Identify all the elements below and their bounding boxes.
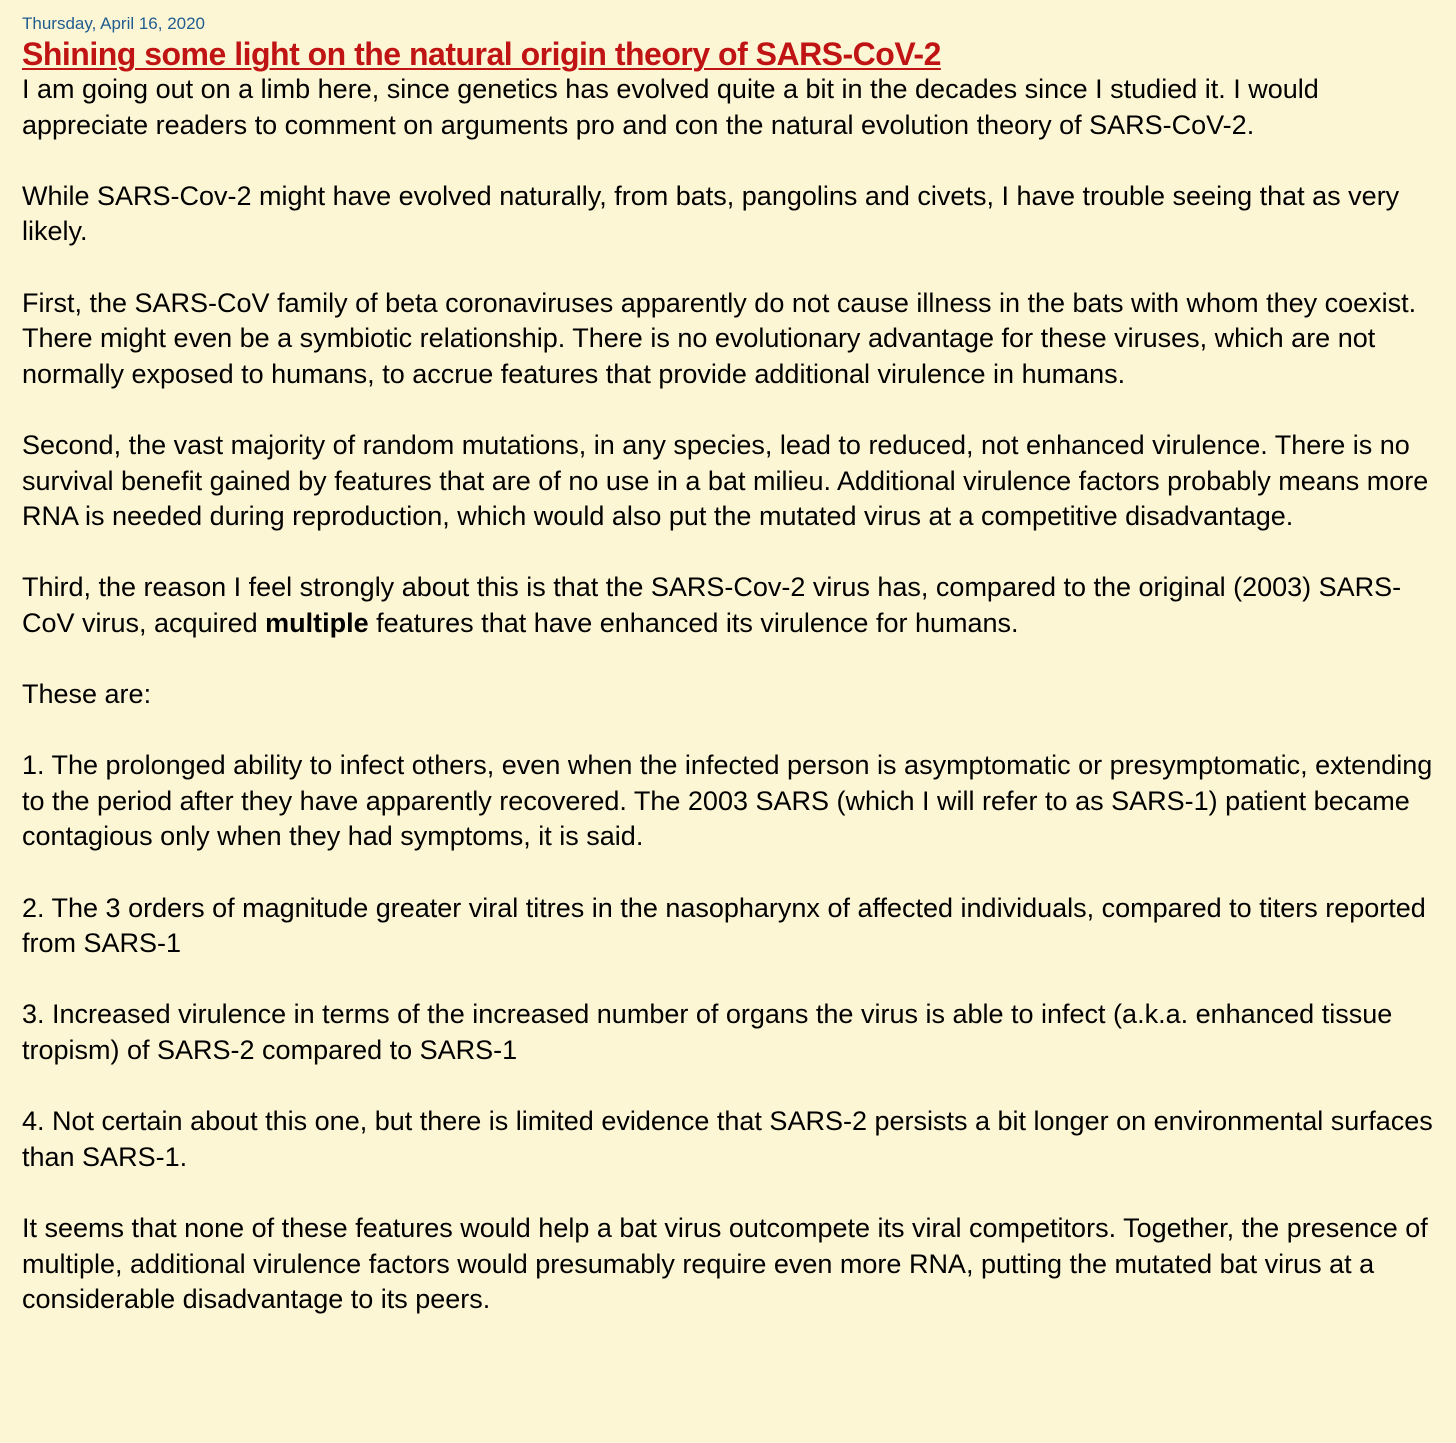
third-argument-text-end: features that have enhanced its virulence for humans.	[368, 607, 1019, 638]
post-title-link[interactable]: Shining some light on the natural origin theory of SARS-CoV-2	[22, 36, 941, 72]
paragraph-second-argument: Second, the vast majority of random mutations, in any species, lead to reduced, not enhanced virulence. There is no survival benefit gained by features that are of no use in a bat milieu. Additional virulence factors probably means more RNA is needed during reproduction, which would also put the mutated virus at a competitive disadvantage.	[22, 429, 1429, 532]
post-body	[22, 72, 1442, 1318]
paragraph-third-argument	[22, 570, 1442, 641]
list-item-4: 4. Not certain about this one, but there is limited evidence that SARS-2 persists a bit longer on environmental surfaces than SARS-1.	[22, 1106, 1433, 1172]
paragraph-conclusion: It seems that none of these features would help a bat virus outcompete its viral competitors. Together, the presence of multiple, additional virulence factors would presumably require even more RNA, putting the mutated bat virus at a considerable disadvantage to its peers.	[22, 1213, 1428, 1315]
paragraph-first-argument: First, the SARS-CoV family of beta coronaviruses apparently do not cause illness in the bats with whom they coexist. There might even be a symbiotic relationship. There is no evolutionary advantage for these viruses, which are not normally exposed to humans, to accrue features that provide additional virulence in humans.	[22, 287, 1417, 389]
emphasis-multiple: multiple	[265, 607, 369, 638]
paragraph-thesis: While SARS-Cov-2 might have evolved naturally, from bats, pangolins and civets, I have trouble seeing that as very likely.	[22, 180, 1400, 247]
post-date: Thursday, April 16, 2020	[22, 14, 206, 33]
paragraph-list-intro: These are:	[22, 679, 152, 710]
list-item-3: 3. Increased virulence in terms of the increased number of organs the virus is able to infect (a.k.a. enhanced tissue tropism) of SARS-2 compared to SARS-1	[22, 999, 1393, 1066]
post-title	[22, 36, 1442, 72]
third-argument-text-start: Third, the reason I feel strongly about this is that the SARS-Cov-2 virus has, compared to the original (2003) SARS-CoV virus, acquired	[22, 572, 1402, 638]
list-item-2: 2. The 3 orders of magnitude greater viral titres in the nasopharynx of affected individuals, compared to titers reported from SARS-1	[22, 892, 1426, 959]
paragraph-intro: I am going out on a limb here, since genetics has evolved quite a bit in the decades since I studied it. I would appreciate readers to comment on arguments pro and con the natural evolution theory of SARS-CoV-2.	[22, 74, 1319, 140]
list-item-1: 1. The prolonged ability to infect others, even when the infected person is asymptomatic or presymptomatic, extending to the period after they have apparently recovered. The 2003 SARS (which I will refer to as SARS-1) patient became contagious only when they had symptoms, it is said.	[22, 750, 1433, 852]
